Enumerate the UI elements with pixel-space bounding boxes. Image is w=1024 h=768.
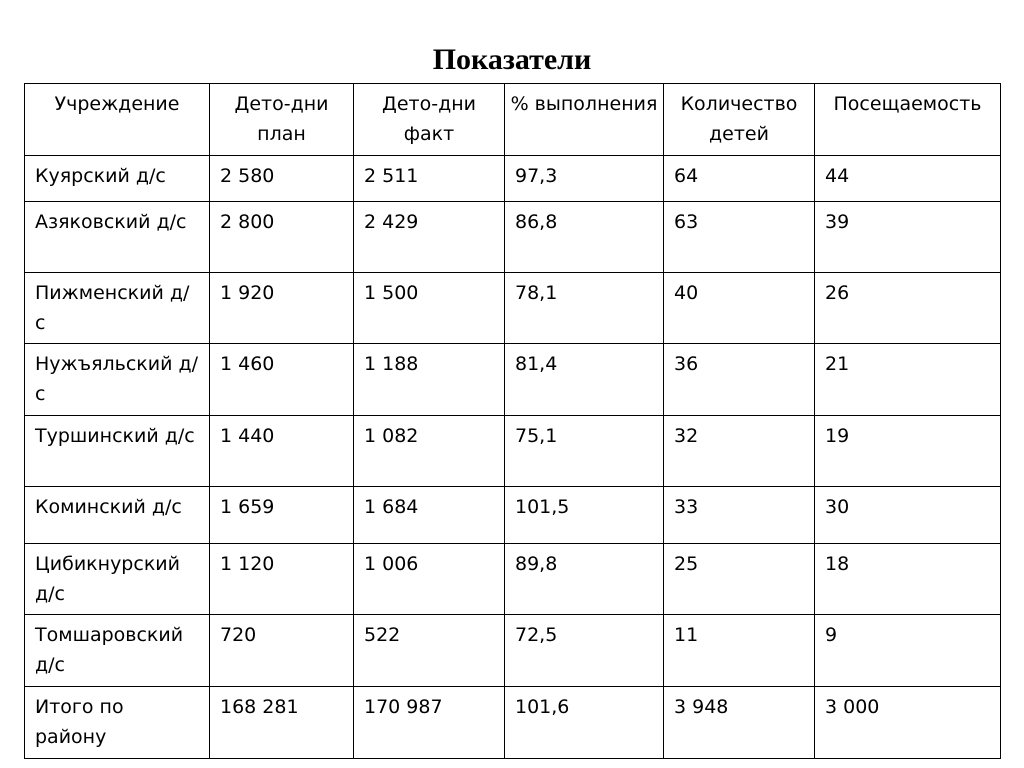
table-cell: 1 440 [210, 416, 354, 487]
header-cell-fact-days: Дето-дни факт [354, 84, 505, 156]
table-cell: 11 [664, 615, 815, 687]
table-cell: 1 659 [210, 487, 354, 544]
table-row [25, 156, 1001, 202]
header-cell-completion-percent: % выполнения [505, 84, 664, 156]
table-cell: Куярский д/с [25, 156, 210, 202]
table-cell: 18 [815, 544, 1001, 615]
table-cell: Пижменский д/с [25, 273, 210, 344]
table-cell: 1 920 [210, 273, 354, 344]
table-cell: 101,5 [505, 487, 664, 544]
table-cell: Цибикнурский д/с [25, 544, 210, 615]
table-cell: 2 511 [354, 156, 505, 202]
table-cell: 75,1 [505, 416, 664, 487]
table-cell: 81,4 [505, 344, 664, 416]
header-cell-institution: Учреждение [25, 84, 210, 156]
page-title: Показатели [432, 43, 592, 76]
table-cell: 32 [664, 416, 815, 487]
table-cell: Азяковский д/с [25, 202, 210, 273]
table-cell: 1 684 [354, 487, 505, 544]
table-cell: 1 082 [354, 416, 505, 487]
header-cell-children-count: Количество детей [664, 84, 815, 156]
table-row [25, 202, 1001, 273]
table-cell: 89,8 [505, 544, 664, 615]
table-cell: 1 500 [354, 273, 505, 344]
table-cell: 3 948 [664, 687, 815, 759]
table-cell: 44 [815, 156, 1001, 202]
header-cell-attendance: Посещаемость [815, 84, 1001, 156]
table-cell: 1 006 [354, 544, 505, 615]
indicators-table [24, 83, 1001, 759]
table-cell: 30 [815, 487, 1001, 544]
table-cell: 1 120 [210, 544, 354, 615]
table-row [25, 615, 1001, 687]
table-row [25, 273, 1001, 344]
table-cell: 2 800 [210, 202, 354, 273]
table-cell: 33 [664, 487, 815, 544]
table-cell: 86,8 [505, 202, 664, 273]
table-cell: 26 [815, 273, 1001, 344]
table-cell: 168 281 [210, 687, 354, 759]
table-row-total [25, 687, 1001, 759]
table-cell: 40 [664, 273, 815, 344]
table-cell: Томшаровский д/с [25, 615, 210, 687]
table-cell: 522 [354, 615, 505, 687]
table-cell: 3 000 [815, 687, 1001, 759]
table-cell: Нужъяльский д/с [25, 344, 210, 416]
table-cell: 101,6 [505, 687, 664, 759]
table-cell: 39 [815, 202, 1001, 273]
table-cell: 19 [815, 416, 1001, 487]
table-cell: 2 580 [210, 156, 354, 202]
table-cell: Коминский д/с [25, 487, 210, 544]
table-cell: 64 [664, 156, 815, 202]
header-cell-plan-days: Дето-дни план [210, 84, 354, 156]
table-row [25, 487, 1001, 544]
table-row [25, 344, 1001, 416]
table-row [25, 416, 1001, 487]
table-header-row [25, 84, 1001, 156]
table-cell: 36 [664, 344, 815, 416]
table-cell: 9 [815, 615, 1001, 687]
table-cell: 2 429 [354, 202, 505, 273]
table-row [25, 544, 1001, 615]
table-cell: 1 460 [210, 344, 354, 416]
table-cell: 63 [664, 202, 815, 273]
table-cell: 72,5 [505, 615, 664, 687]
table-cell: 170 987 [354, 687, 505, 759]
table-cell: 21 [815, 344, 1001, 416]
table-cell: Туршинский д/с [25, 416, 210, 487]
table-cell: 720 [210, 615, 354, 687]
table-cell: Итого по району [25, 687, 210, 759]
table-cell: 25 [664, 544, 815, 615]
table-cell: 78,1 [505, 273, 664, 344]
table-cell: 1 188 [354, 344, 505, 416]
table-cell: 97,3 [505, 156, 664, 202]
